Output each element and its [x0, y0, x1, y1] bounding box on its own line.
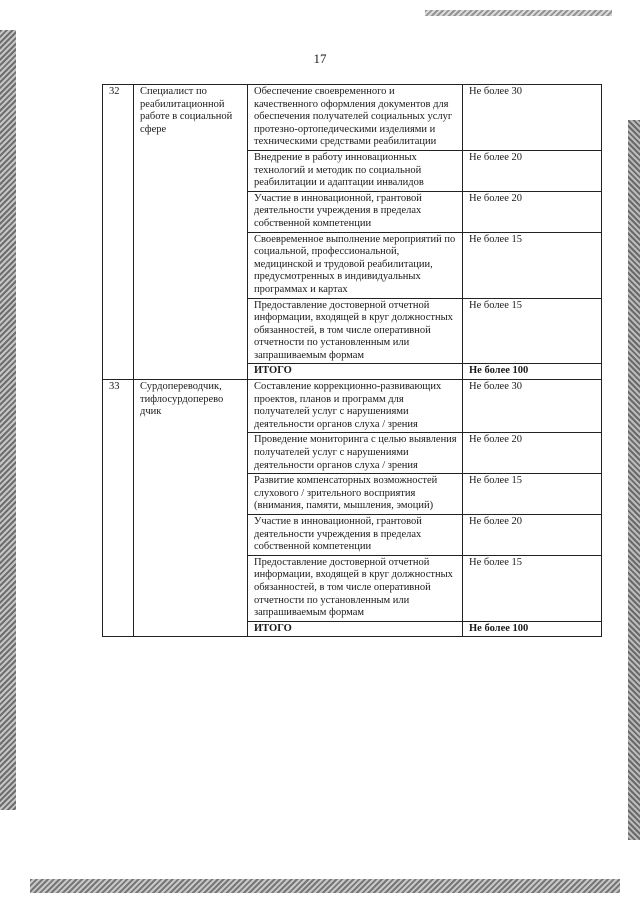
table-row — [103, 380, 602, 433]
criterion-text: Обеспечение своевременного и качественного оформления документов для обеспечения получателей социальных услуг протезно-ортопедическими изделиями и техническими средствами реабилитации — [248, 85, 463, 151]
criterion-value: Не более 15 — [463, 555, 602, 621]
criterion-text: Развитие компенсаторных возможностей слухового / зрительного восприятия (внимания, памяти, мышления, эмоций) — [248, 474, 463, 515]
scan-artifact-right — [628, 120, 640, 840]
criterion-text: Составление коррекционно-развивающих проектов, планов и программ для получателей услуг с нарушениями деятельности органов слуха / зрения — [248, 380, 463, 433]
criterion-value: Не более 30 — [463, 85, 602, 151]
criteria-table — [102, 84, 602, 637]
total-value: Не более 100 — [463, 621, 602, 637]
total-label: ИТОГО — [248, 364, 463, 380]
criterion-value: Не более 15 — [463, 232, 602, 298]
position-name: Сурдопереводчик, тифлосурдоперево дчик — [134, 380, 248, 637]
criterion-value: Не более 30 — [463, 380, 602, 433]
criterion-text: Участие в инновационной, грантовой деятельности учреждения в пределах собственной компетенции — [248, 515, 463, 556]
criterion-text: Предоставление достоверной отчетной информации, входящей в круг должностных обязанностей, в том числе оперативной отчетности по установленным или запрашиваемым формам — [248, 298, 463, 364]
criterion-value: Не более 20 — [463, 150, 602, 191]
criterion-text: Участие в инновационной, грантовой деятельности учреждения в пределах собственной компетенции — [248, 191, 463, 232]
scan-artifact-bottom — [30, 879, 620, 893]
position-name: Специалист по реабилитационной работе в социальной сфере — [134, 85, 248, 380]
criterion-value: Не более 20 — [463, 515, 602, 556]
criterion-text: Проведение мониторинга с целью выявления получателей услуг с нарушениями деятельности органов слуха / зрения — [248, 433, 463, 474]
criterion-text: Предоставление достоверной отчетной информации, входящей в круг должностных обязанностей, в том числе оперативной отчетности по установленным или запрашиваемым формам — [248, 555, 463, 621]
scan-artifact-top — [425, 10, 612, 16]
page-number: 17 — [313, 51, 327, 66]
table-row — [103, 85, 602, 151]
criterion-value: Не более 15 — [463, 474, 602, 515]
criterion-value: Не более 20 — [463, 433, 602, 474]
scan-artifact-left — [0, 30, 16, 810]
criterion-text: Своевременное выполнение мероприятий по социальной, профессиональной, медицинской и трудовой реабилитации, предусмотренных в индивидуальных программах и картах — [248, 232, 463, 298]
total-value: Не более 100 — [463, 364, 602, 380]
criterion-text: Внедрение в работу инновационных технологий и методик по социальной реабилитации и адаптации инвалидов — [248, 150, 463, 191]
row-number: 32 — [103, 85, 134, 380]
criterion-value: Не более 15 — [463, 298, 602, 364]
total-label: ИТОГО — [248, 621, 463, 637]
criterion-value: Не более 20 — [463, 191, 602, 232]
row-number: 33 — [103, 380, 134, 637]
